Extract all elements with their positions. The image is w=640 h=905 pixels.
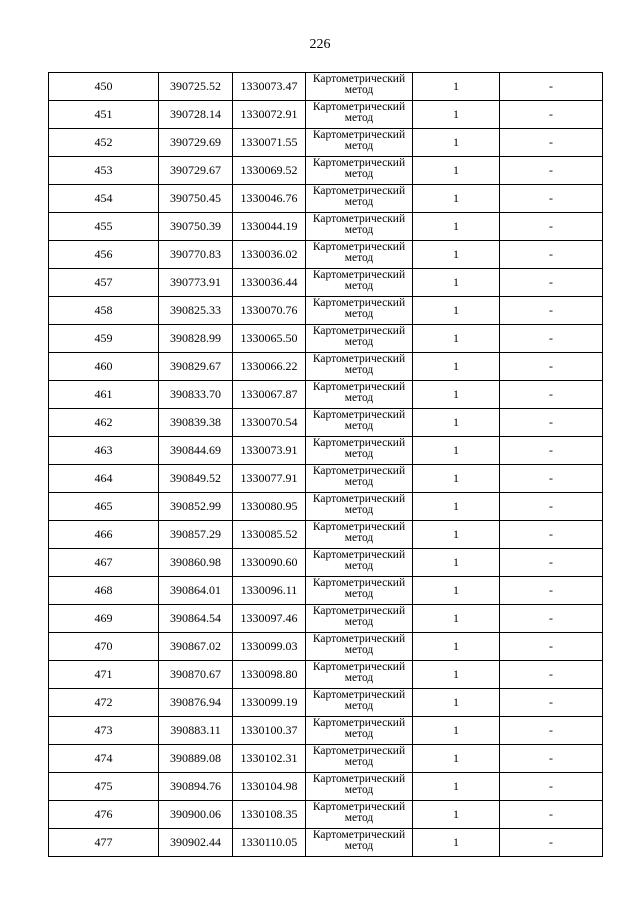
x-coordinate-cell: 390864.54 xyxy=(159,605,233,633)
note-cell: - xyxy=(500,213,603,241)
table-row xyxy=(49,549,603,577)
method-cell xyxy=(306,521,413,549)
method-line-1: Картометрический xyxy=(312,465,406,477)
table-row xyxy=(49,269,603,297)
method-cell xyxy=(306,465,413,493)
note-cell: - xyxy=(500,269,603,297)
count-cell: 1 xyxy=(413,381,500,409)
point-number-cell: 460 xyxy=(49,353,159,381)
table-row xyxy=(49,661,603,689)
method-line-2: метод xyxy=(344,140,374,152)
method-line-2: метод xyxy=(344,532,374,544)
point-number-cell: 467 xyxy=(49,549,159,577)
count-cell: 1 xyxy=(413,465,500,493)
x-coordinate-cell: 390870.67 xyxy=(159,661,233,689)
y-coordinate-cell: 1330070.76 xyxy=(233,297,306,325)
x-coordinate-cell: 390867.02 xyxy=(159,633,233,661)
method-cell xyxy=(306,661,413,689)
table-row xyxy=(49,381,603,409)
table-row xyxy=(49,773,603,801)
method-cell xyxy=(306,605,413,633)
note-cell: - xyxy=(500,437,603,465)
method-cell xyxy=(306,633,413,661)
method-cell xyxy=(306,773,413,801)
table-row xyxy=(49,409,603,437)
page-number: 226 xyxy=(309,37,331,52)
x-coordinate-cell: 390852.99 xyxy=(159,493,233,521)
method-cell xyxy=(306,213,413,241)
table-row xyxy=(49,325,603,353)
point-number-cell: 473 xyxy=(49,717,159,745)
method-cell xyxy=(306,829,413,857)
method-line-2: метод xyxy=(344,644,374,656)
note-cell: - xyxy=(500,801,603,829)
method-line-1: Картометрический xyxy=(312,241,406,253)
method-cell xyxy=(306,241,413,269)
point-number-cell: 462 xyxy=(49,409,159,437)
method-line-1: Картометрический xyxy=(312,73,406,85)
x-coordinate-cell: 390725.52 xyxy=(159,73,233,101)
method-line-1: Картометрический xyxy=(312,157,406,169)
method-line-1: Картометрический xyxy=(312,493,406,505)
x-coordinate-cell: 390900.06 xyxy=(159,801,233,829)
count-cell: 1 xyxy=(413,325,500,353)
count-cell: 1 xyxy=(413,549,500,577)
point-number-cell: 472 xyxy=(49,689,159,717)
y-coordinate-cell: 1330096.11 xyxy=(233,577,306,605)
y-coordinate-cell: 1330090.60 xyxy=(233,549,306,577)
y-coordinate-cell: 1330036.02 xyxy=(233,241,306,269)
method-line-1: Картометрический xyxy=(312,829,406,841)
point-number-cell: 477 xyxy=(49,829,159,857)
note-cell: - xyxy=(500,325,603,353)
method-line-1: Картометрический xyxy=(312,605,406,617)
method-cell xyxy=(306,577,413,605)
note-cell: - xyxy=(500,409,603,437)
table-row xyxy=(49,129,603,157)
method-line-2: метод xyxy=(344,168,374,180)
point-number-cell: 463 xyxy=(49,437,159,465)
table-row xyxy=(49,353,603,381)
note-cell: - xyxy=(500,73,603,101)
method-cell xyxy=(306,437,413,465)
method-line-1: Картометрический xyxy=(312,381,406,393)
method-line-2: метод xyxy=(344,840,374,852)
point-number-cell: 461 xyxy=(49,381,159,409)
coordinates-table-body xyxy=(49,73,603,857)
x-coordinate-cell: 390864.01 xyxy=(159,577,233,605)
y-coordinate-cell: 1330100.37 xyxy=(233,717,306,745)
method-cell xyxy=(306,185,413,213)
method-line-2: метод xyxy=(344,420,374,432)
count-cell: 1 xyxy=(413,745,500,773)
method-line-2: метод xyxy=(344,504,374,516)
count-cell: 1 xyxy=(413,353,500,381)
count-cell: 1 xyxy=(413,801,500,829)
y-coordinate-cell: 1330097.46 xyxy=(233,605,306,633)
x-coordinate-cell: 390849.52 xyxy=(159,465,233,493)
note-cell: - xyxy=(500,381,603,409)
method-line-1: Картометрический xyxy=(312,325,406,337)
y-coordinate-cell: 1330080.95 xyxy=(233,493,306,521)
count-cell: 1 xyxy=(413,409,500,437)
count-cell: 1 xyxy=(413,269,500,297)
table-row xyxy=(49,717,603,745)
method-cell xyxy=(306,269,413,297)
table-row xyxy=(49,605,603,633)
method-line-2: метод xyxy=(344,392,374,404)
method-line-2: метод xyxy=(344,364,374,376)
note-cell: - xyxy=(500,689,603,717)
note-cell: - xyxy=(500,577,603,605)
x-coordinate-cell: 390729.69 xyxy=(159,129,233,157)
method-line-2: метод xyxy=(344,336,374,348)
note-cell: - xyxy=(500,605,603,633)
method-cell xyxy=(306,549,413,577)
method-line-2: метод xyxy=(344,84,374,96)
method-cell xyxy=(306,101,413,129)
method-line-1: Картометрический xyxy=(312,185,406,197)
method-line-2: метод xyxy=(344,448,374,460)
y-coordinate-cell: 1330067.87 xyxy=(233,381,306,409)
table-row xyxy=(49,297,603,325)
method-line-2: метод xyxy=(344,476,374,488)
method-line-1: Картометрический xyxy=(312,213,406,225)
method-line-2: метод xyxy=(344,784,374,796)
coordinates-table xyxy=(48,72,603,857)
note-cell: - xyxy=(500,745,603,773)
point-number-cell: 474 xyxy=(49,745,159,773)
method-line-1: Картометрический xyxy=(312,129,406,141)
method-cell xyxy=(306,745,413,773)
method-line-2: метод xyxy=(344,616,374,628)
y-coordinate-cell: 1330044.19 xyxy=(233,213,306,241)
x-coordinate-cell: 390828.99 xyxy=(159,325,233,353)
y-coordinate-cell: 1330069.52 xyxy=(233,157,306,185)
note-cell: - xyxy=(500,493,603,521)
y-coordinate-cell: 1330077.91 xyxy=(233,465,306,493)
count-cell: 1 xyxy=(413,577,500,605)
method-cell xyxy=(306,801,413,829)
count-cell: 1 xyxy=(413,661,500,689)
method-line-1: Картометрический xyxy=(312,353,406,365)
method-cell xyxy=(306,493,413,521)
table-row xyxy=(49,73,603,101)
note-cell: - xyxy=(500,241,603,269)
point-number-cell: 458 xyxy=(49,297,159,325)
point-number-cell: 468 xyxy=(49,577,159,605)
table-row xyxy=(49,801,603,829)
method-cell xyxy=(306,129,413,157)
count-cell: 1 xyxy=(413,633,500,661)
method-line-1: Картометрический xyxy=(312,549,406,561)
point-number-cell: 459 xyxy=(49,325,159,353)
x-coordinate-cell: 390876.94 xyxy=(159,689,233,717)
x-coordinate-cell: 390770.83 xyxy=(159,241,233,269)
count-cell: 1 xyxy=(413,493,500,521)
method-line-1: Картометрический xyxy=(312,773,406,785)
count-cell: 1 xyxy=(413,101,500,129)
table-row xyxy=(49,465,603,493)
point-number-cell: 455 xyxy=(49,213,159,241)
point-number-cell: 456 xyxy=(49,241,159,269)
method-line-2: метод xyxy=(344,560,374,572)
method-line-1: Картометрический xyxy=(312,745,406,757)
y-coordinate-cell: 1330085.52 xyxy=(233,521,306,549)
note-cell: - xyxy=(500,633,603,661)
method-line-2: метод xyxy=(344,812,374,824)
method-line-2: метод xyxy=(344,756,374,768)
x-coordinate-cell: 390857.29 xyxy=(159,521,233,549)
table-row xyxy=(49,521,603,549)
x-coordinate-cell: 390825.33 xyxy=(159,297,233,325)
note-cell: - xyxy=(500,129,603,157)
method-cell xyxy=(306,381,413,409)
x-coordinate-cell: 390894.76 xyxy=(159,773,233,801)
note-cell: - xyxy=(500,661,603,689)
point-number-cell: 454 xyxy=(49,185,159,213)
note-cell: - xyxy=(500,297,603,325)
method-line-1: Картометрический xyxy=(312,577,406,589)
note-cell: - xyxy=(500,101,603,129)
table-row xyxy=(49,157,603,185)
note-cell: - xyxy=(500,549,603,577)
y-coordinate-cell: 1330065.50 xyxy=(233,325,306,353)
method-line-2: метод xyxy=(344,196,374,208)
count-cell: 1 xyxy=(413,157,500,185)
count-cell: 1 xyxy=(413,213,500,241)
method-line-2: метод xyxy=(344,252,374,264)
method-line-2: метод xyxy=(344,588,374,600)
count-cell: 1 xyxy=(413,129,500,157)
table-row xyxy=(49,101,603,129)
method-line-2: метод xyxy=(344,672,374,684)
point-number-cell: 470 xyxy=(49,633,159,661)
note-cell: - xyxy=(500,353,603,381)
count-cell: 1 xyxy=(413,689,500,717)
method-cell xyxy=(306,325,413,353)
table-row xyxy=(49,689,603,717)
x-coordinate-cell: 390829.67 xyxy=(159,353,233,381)
count-cell: 1 xyxy=(413,73,500,101)
x-coordinate-cell: 390883.11 xyxy=(159,717,233,745)
table-row xyxy=(49,241,603,269)
table-row xyxy=(49,633,603,661)
y-coordinate-cell: 1330099.03 xyxy=(233,633,306,661)
method-cell xyxy=(306,73,413,101)
x-coordinate-cell: 390833.70 xyxy=(159,381,233,409)
count-cell: 1 xyxy=(413,717,500,745)
count-cell: 1 xyxy=(413,521,500,549)
x-coordinate-cell: 390844.69 xyxy=(159,437,233,465)
method-cell xyxy=(306,353,413,381)
method-line-2: метод xyxy=(344,308,374,320)
note-cell: - xyxy=(500,717,603,745)
method-cell xyxy=(306,689,413,717)
point-number-cell: 451 xyxy=(49,101,159,129)
count-cell: 1 xyxy=(413,185,500,213)
point-number-cell: 457 xyxy=(49,269,159,297)
x-coordinate-cell: 390860.98 xyxy=(159,549,233,577)
y-coordinate-cell: 1330071.55 xyxy=(233,129,306,157)
y-coordinate-cell: 1330072.91 xyxy=(233,101,306,129)
method-cell xyxy=(306,409,413,437)
y-coordinate-cell: 1330046.76 xyxy=(233,185,306,213)
x-coordinate-cell: 390773.91 xyxy=(159,269,233,297)
point-number-cell: 466 xyxy=(49,521,159,549)
count-cell: 1 xyxy=(413,437,500,465)
method-line-1: Картометрический xyxy=(312,521,406,533)
x-coordinate-cell: 390750.45 xyxy=(159,185,233,213)
x-coordinate-cell: 390729.67 xyxy=(159,157,233,185)
note-cell: - xyxy=(500,521,603,549)
y-coordinate-cell: 1330099.19 xyxy=(233,689,306,717)
method-line-1: Картометрический xyxy=(312,717,406,729)
count-cell: 1 xyxy=(413,773,500,801)
method-line-2: метод xyxy=(344,224,374,236)
method-line-1: Картометрический xyxy=(312,269,406,281)
point-number-cell: 450 xyxy=(49,73,159,101)
note-cell: - xyxy=(500,465,603,493)
note-cell: - xyxy=(500,829,603,857)
x-coordinate-cell: 390839.38 xyxy=(159,409,233,437)
table-row xyxy=(49,577,603,605)
note-cell: - xyxy=(500,773,603,801)
method-line-2: метод xyxy=(344,728,374,740)
method-line-2: метод xyxy=(344,112,374,124)
method-line-1: Картометрический xyxy=(312,661,406,673)
note-cell: - xyxy=(500,157,603,185)
method-line-1: Картометрический xyxy=(312,297,406,309)
method-line-1: Картометрический xyxy=(312,437,406,449)
count-cell: 1 xyxy=(413,241,500,269)
point-number-cell: 464 xyxy=(49,465,159,493)
point-number-cell: 476 xyxy=(49,801,159,829)
count-cell: 1 xyxy=(413,829,500,857)
point-number-cell: 469 xyxy=(49,605,159,633)
x-coordinate-cell: 390728.14 xyxy=(159,101,233,129)
x-coordinate-cell: 390889.08 xyxy=(159,745,233,773)
table-row xyxy=(49,745,603,773)
y-coordinate-cell: 1330110.05 xyxy=(233,829,306,857)
method-line-1: Картометрический xyxy=(312,409,406,421)
y-coordinate-cell: 1330070.54 xyxy=(233,409,306,437)
method-line-1: Картометрический xyxy=(312,101,406,113)
point-number-cell: 452 xyxy=(49,129,159,157)
count-cell: 1 xyxy=(413,605,500,633)
method-line-1: Картометрический xyxy=(312,633,406,645)
table-row xyxy=(49,829,603,857)
table-row xyxy=(49,493,603,521)
y-coordinate-cell: 1330073.47 xyxy=(233,73,306,101)
method-line-2: метод xyxy=(344,280,374,292)
y-coordinate-cell: 1330098.80 xyxy=(233,661,306,689)
note-cell: - xyxy=(500,185,603,213)
method-cell xyxy=(306,157,413,185)
point-number-cell: 453 xyxy=(49,157,159,185)
point-number-cell: 475 xyxy=(49,773,159,801)
table-row xyxy=(49,213,603,241)
y-coordinate-cell: 1330104.98 xyxy=(233,773,306,801)
method-cell xyxy=(306,297,413,325)
count-cell: 1 xyxy=(413,297,500,325)
x-coordinate-cell: 390750.39 xyxy=(159,213,233,241)
table-row xyxy=(49,437,603,465)
point-number-cell: 465 xyxy=(49,493,159,521)
method-line-1: Картометрический xyxy=(312,689,406,701)
method-cell xyxy=(306,717,413,745)
y-coordinate-cell: 1330036.44 xyxy=(233,269,306,297)
table-row xyxy=(49,185,603,213)
y-coordinate-cell: 1330108.35 xyxy=(233,801,306,829)
x-coordinate-cell: 390902.44 xyxy=(159,829,233,857)
y-coordinate-cell: 1330102.31 xyxy=(233,745,306,773)
y-coordinate-cell: 1330073.91 xyxy=(233,437,306,465)
y-coordinate-cell: 1330066.22 xyxy=(233,353,306,381)
point-number-cell: 471 xyxy=(49,661,159,689)
method-line-2: метод xyxy=(344,700,374,712)
method-line-1: Картометрический xyxy=(312,801,406,813)
